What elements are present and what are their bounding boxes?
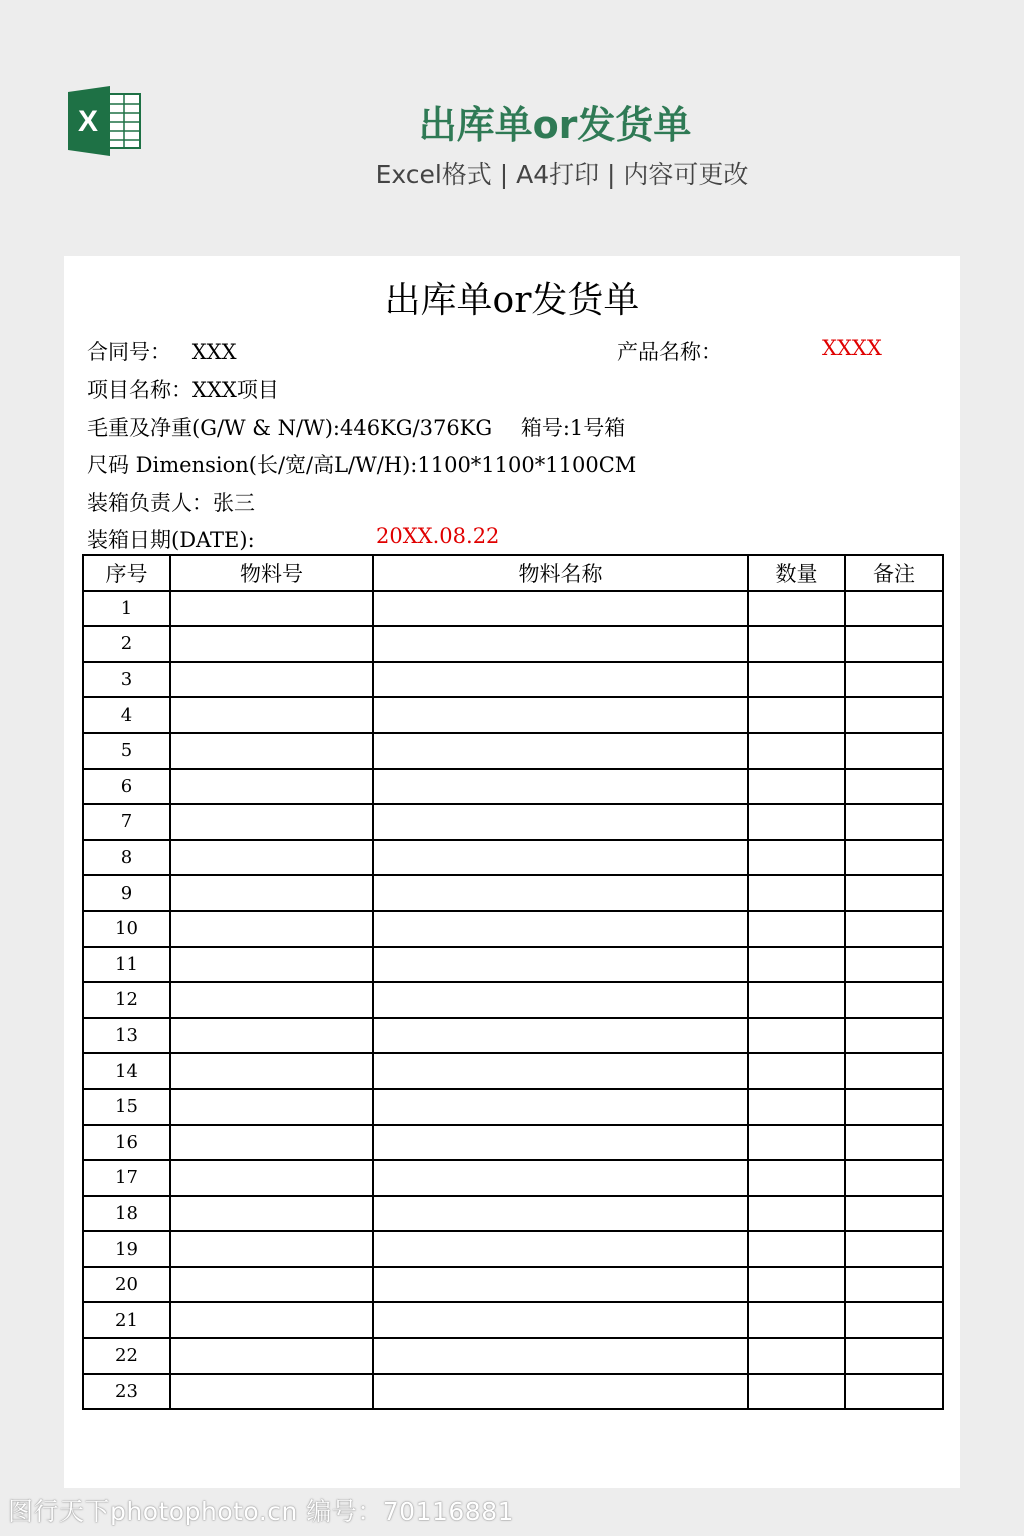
quantity-cell[interactable]	[748, 1018, 845, 1054]
table-header-row	[83, 555, 943, 591]
date-label: 装箱日期(DATE):	[87, 528, 255, 552]
material-name-cell[interactable]	[373, 1018, 748, 1054]
row-number: 8	[83, 840, 170, 876]
row-number: 18	[83, 1196, 170, 1232]
remarks-cell[interactable]	[845, 911, 943, 947]
quantity-cell[interactable]	[748, 1302, 845, 1338]
page-title: 出库单or发货单	[418, 103, 692, 147]
item-table	[82, 554, 944, 1410]
contract-line	[87, 336, 237, 366]
material-name-cell[interactable]	[373, 947, 748, 983]
material-name-cell[interactable]	[373, 1053, 748, 1089]
header-material-no: 物料号	[170, 555, 373, 591]
contract-value: XXX	[191, 340, 237, 364]
row-number: 15	[83, 1089, 170, 1125]
table-row	[83, 1196, 943, 1232]
remarks-cell[interactable]	[845, 1018, 943, 1054]
document-title: 出库单or发货单	[384, 280, 640, 321]
material-no-cell[interactable]	[170, 1267, 373, 1303]
project-name: 项目名称：XXX项目	[87, 378, 279, 402]
material-no-cell[interactable]	[170, 1125, 373, 1161]
row-number: 10	[83, 911, 170, 947]
material-no-cell[interactable]	[170, 1338, 373, 1374]
header-seq: 序号	[83, 555, 170, 591]
material-no-cell[interactable]	[170, 733, 373, 769]
row-number: 21	[83, 1302, 170, 1338]
row-number: 17	[83, 1160, 170, 1196]
material-no-cell[interactable]	[170, 591, 373, 627]
table-row	[83, 1267, 943, 1303]
quantity-cell[interactable]	[748, 1231, 845, 1267]
table-row	[83, 1302, 943, 1338]
row-number: 9	[83, 875, 170, 911]
material-name-cell[interactable]	[373, 1160, 748, 1196]
page-subtitle: Excel格式 | A4打印 | 内容可更改	[375, 160, 749, 189]
material-no-cell[interactable]	[170, 840, 373, 876]
table-row	[83, 1231, 943, 1267]
document-sheet	[64, 256, 960, 1488]
table-row	[83, 733, 943, 769]
promo-header	[0, 0, 1024, 240]
product-label: 产品名称：	[617, 340, 722, 364]
row-number: 13	[83, 1018, 170, 1054]
packer-line: 装箱负责人：张三	[87, 491, 255, 515]
row-number: 2	[83, 626, 170, 662]
excel-icon-letter: X	[77, 105, 99, 138]
material-no-cell[interactable]	[170, 1302, 373, 1338]
remarks-cell[interactable]	[845, 1374, 943, 1410]
table-row	[83, 875, 943, 911]
quantity-cell[interactable]	[748, 947, 845, 983]
row-number: 7	[83, 804, 170, 840]
contract-label: 合同号：	[87, 340, 171, 364]
material-name-cell[interactable]	[373, 982, 748, 1018]
table-row	[83, 591, 943, 627]
remarks-cell[interactable]	[845, 1053, 943, 1089]
material-no-cell[interactable]	[170, 947, 373, 983]
weight-line	[87, 412, 625, 442]
quantity-cell[interactable]	[748, 697, 845, 733]
quantity-cell[interactable]	[748, 840, 845, 876]
material-name-cell[interactable]	[373, 1374, 748, 1410]
quantity-cell[interactable]	[748, 1125, 845, 1161]
quantity-cell[interactable]	[748, 1196, 845, 1232]
row-number: 4	[83, 697, 170, 733]
row-number: 22	[83, 1338, 170, 1374]
table-row	[83, 911, 943, 947]
material-no-cell[interactable]	[170, 804, 373, 840]
remarks-cell[interactable]	[845, 662, 943, 698]
remarks-cell[interactable]	[845, 626, 943, 662]
material-name-cell[interactable]	[373, 662, 748, 698]
material-name-cell[interactable]	[373, 1196, 748, 1232]
remarks-cell[interactable]	[845, 947, 943, 983]
remarks-cell[interactable]	[845, 1338, 943, 1374]
quantity-cell[interactable]	[748, 1338, 845, 1374]
material-name-cell[interactable]	[373, 1125, 748, 1161]
box-number: 箱号:1号箱	[520, 416, 626, 440]
material-name-cell[interactable]	[373, 1089, 748, 1125]
material-no-cell[interactable]	[170, 875, 373, 911]
row-number: 19	[83, 1231, 170, 1267]
material-no-cell[interactable]	[170, 1018, 373, 1054]
watermark: 图行天下photophoto.cn 编号：70116881	[8, 1497, 515, 1526]
material-name-cell[interactable]	[373, 769, 748, 805]
quantity-cell[interactable]	[748, 1267, 845, 1303]
row-number: 11	[83, 947, 170, 983]
remarks-cell[interactable]	[845, 591, 943, 627]
material-name-cell[interactable]	[373, 1231, 748, 1267]
remarks-cell[interactable]	[845, 769, 943, 805]
material-no-cell[interactable]	[170, 1160, 373, 1196]
quantity-cell[interactable]	[748, 804, 845, 840]
quantity-cell[interactable]	[748, 662, 845, 698]
quantity-cell[interactable]	[748, 982, 845, 1018]
material-no-cell[interactable]	[170, 626, 373, 662]
quantity-cell[interactable]	[748, 769, 845, 805]
row-number: 16	[83, 1125, 170, 1161]
date-value: 20XX.08.22	[376, 524, 500, 548]
table-row	[83, 1018, 943, 1054]
table-row	[83, 1089, 943, 1125]
material-no-cell[interactable]	[170, 1231, 373, 1267]
row-number: 3	[83, 662, 170, 698]
material-name-cell[interactable]	[373, 1302, 748, 1338]
table-row	[83, 662, 943, 698]
table-row	[83, 1125, 943, 1161]
header-remarks: 备注	[845, 555, 943, 591]
material-no-cell[interactable]	[170, 662, 373, 698]
material-no-cell[interactable]	[170, 1374, 373, 1410]
material-no-cell[interactable]	[170, 1089, 373, 1125]
header-quantity: 数量	[748, 555, 845, 591]
material-name-cell[interactable]	[373, 1338, 748, 1374]
material-name-cell[interactable]	[373, 591, 748, 627]
dimension-line: 尺码 Dimension(长/宽/高L/W/H):1100*1100*1100CM	[87, 453, 637, 477]
quantity-cell[interactable]	[748, 875, 845, 911]
row-number: 5	[83, 733, 170, 769]
quantity-cell[interactable]	[748, 733, 845, 769]
row-number: 12	[83, 982, 170, 1018]
remarks-cell[interactable]	[845, 982, 943, 1018]
material-name-cell[interactable]	[373, 1267, 748, 1303]
remarks-cell[interactable]	[845, 697, 943, 733]
material-no-cell[interactable]	[170, 1196, 373, 1232]
row-number: 23	[83, 1374, 170, 1410]
quantity-cell[interactable]	[748, 1089, 845, 1125]
remarks-cell[interactable]	[845, 1231, 943, 1267]
table-row	[83, 947, 943, 983]
table-row	[83, 840, 943, 876]
quantity-cell[interactable]	[748, 1374, 845, 1410]
table-row	[83, 626, 943, 662]
remarks-cell[interactable]	[845, 1160, 943, 1196]
material-name-cell[interactable]	[373, 804, 748, 840]
table-row	[83, 697, 943, 733]
material-name-cell[interactable]	[373, 733, 748, 769]
quantity-cell[interactable]	[748, 1160, 845, 1196]
row-number: 14	[83, 1053, 170, 1089]
row-number: 6	[83, 769, 170, 805]
table-row	[83, 982, 943, 1018]
table-row	[83, 804, 943, 840]
remarks-cell[interactable]	[845, 875, 943, 911]
table-row	[83, 769, 943, 805]
quantity-cell[interactable]	[748, 591, 845, 627]
weight-text: 毛重及净重(G/W & N/W):446KG/376KG	[87, 416, 493, 440]
material-name-cell[interactable]	[373, 840, 748, 876]
material-no-cell[interactable]	[170, 911, 373, 947]
row-number: 1	[83, 591, 170, 627]
table-row	[83, 1374, 943, 1410]
material-name-cell[interactable]	[373, 626, 748, 662]
table-row	[83, 1338, 943, 1374]
material-name-cell[interactable]	[373, 911, 748, 947]
quantity-cell[interactable]	[748, 911, 845, 947]
material-no-cell[interactable]	[170, 769, 373, 805]
quantity-cell[interactable]	[748, 626, 845, 662]
material-name-cell[interactable]	[373, 875, 748, 911]
material-no-cell[interactable]	[170, 697, 373, 733]
quantity-cell[interactable]	[748, 1053, 845, 1089]
remarks-cell[interactable]	[845, 1302, 943, 1338]
remarks-cell[interactable]	[845, 1125, 943, 1161]
material-no-cell[interactable]	[170, 982, 373, 1018]
remarks-cell[interactable]	[845, 733, 943, 769]
header-material-name: 物料名称	[373, 555, 748, 591]
table-row	[83, 1053, 943, 1089]
material-name-cell[interactable]	[373, 697, 748, 733]
material-no-cell[interactable]	[170, 1053, 373, 1089]
remarks-cell[interactable]	[845, 1196, 943, 1232]
remarks-cell[interactable]	[845, 804, 943, 840]
remarks-cell[interactable]	[845, 1089, 943, 1125]
remarks-cell[interactable]	[845, 1267, 943, 1303]
product-value: XXXX	[822, 336, 882, 360]
row-number: 20	[83, 1267, 170, 1303]
remarks-cell[interactable]	[845, 840, 943, 876]
table-row	[83, 1160, 943, 1196]
